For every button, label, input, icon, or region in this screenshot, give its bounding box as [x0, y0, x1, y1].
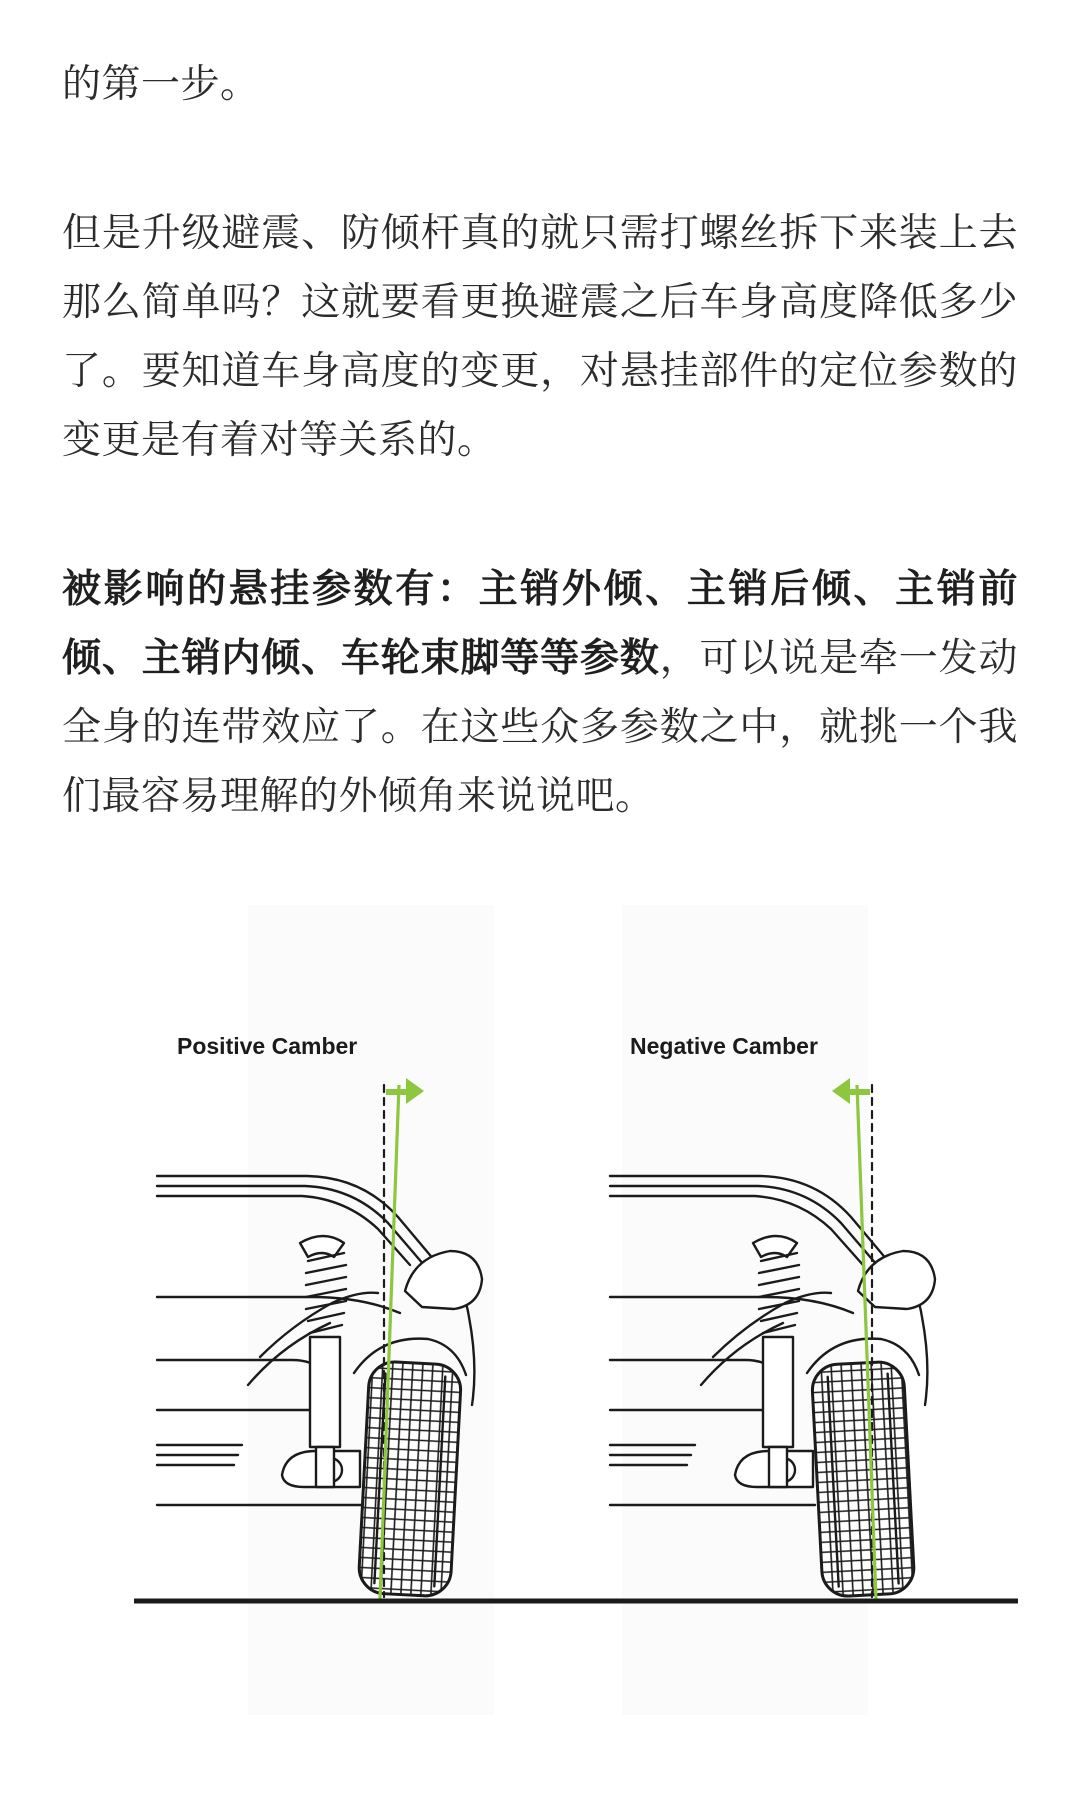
camber-diagram-svg: [62, 905, 1018, 1725]
article-body: [62, 50, 1018, 831]
affected-params-rest: ，可以说是牵一发动全身的连带效应了。在这些众多参数之中，就挑一个我们最容易理解的外倾角来说说吧。: [62, 636, 1018, 819]
camber-illustration: [62, 905, 1018, 1725]
paragraph-affected-params: [62, 555, 1018, 831]
affected-params-bold: 被影响的悬挂参数有：主销外倾、主销后倾、主销前倾、主销内倾、车轮束脚等等参数: [62, 567, 1018, 681]
paragraph-shock-upgrade: 但是升级避震、防倾杆真的就只需打螺丝拆下来装上去那么简单吗？这就要看更换避震之后车身高度降低多少了。要知道车身高度的变更，对悬挂部件的定位参数的变更是有着对等关系的。: [62, 211, 1018, 463]
paragraph-intro-end: 的第一步。: [62, 62, 260, 107]
positive-camber-title: Positive Camber: [177, 1033, 358, 1059]
bg-column-left: [248, 905, 494, 1715]
negative-camber-title: Negative Camber: [630, 1033, 818, 1059]
bg-column-right: [622, 905, 868, 1715]
